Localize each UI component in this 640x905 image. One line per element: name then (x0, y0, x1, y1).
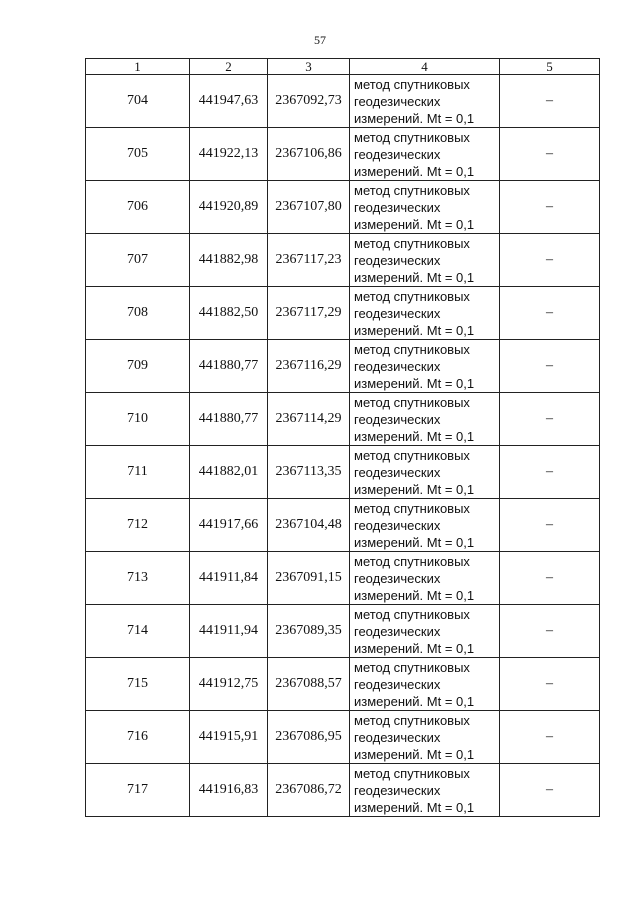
method-line: измерений. Mt = 0,1 (354, 269, 475, 285)
note-cell: – (500, 658, 600, 711)
point-id-cell: 711 (86, 446, 190, 499)
method-cell (350, 181, 500, 234)
x-coordinate-cell: 441880,77 (190, 340, 268, 393)
method-line: геодезических (354, 570, 441, 586)
header-col-1: 1 (86, 59, 190, 75)
note-cell: – (500, 393, 600, 446)
table-row (86, 128, 600, 181)
method-line: метод спутниковых (354, 447, 470, 463)
y-coordinate-cell: 2367114,29 (268, 393, 350, 446)
point-id-cell: 708 (86, 287, 190, 340)
method-line: метод спутниковых (354, 235, 470, 251)
table-row (86, 340, 600, 393)
method-line: измерений. Mt = 0,1 (354, 693, 475, 709)
x-coordinate-cell: 441917,66 (190, 499, 268, 552)
table-row (86, 764, 600, 817)
method-cell (350, 658, 500, 711)
method-cell (350, 393, 500, 446)
note-cell: – (500, 446, 600, 499)
note-cell: – (500, 711, 600, 764)
table-row (86, 605, 600, 658)
method-cell (350, 764, 500, 817)
method-line: измерений. Mt = 0,1 (354, 428, 475, 444)
method-line: геодезических (354, 252, 441, 268)
method-line: метод спутниковых (354, 288, 470, 304)
method-line: измерений. Mt = 0,1 (354, 481, 475, 497)
y-coordinate-cell: 2367091,15 (268, 552, 350, 605)
method-line: метод спутниковых (354, 553, 470, 569)
method-line: метод спутниковых (354, 606, 470, 622)
method-line: метод спутниковых (354, 394, 470, 410)
table-row (86, 181, 600, 234)
note-cell: – (500, 552, 600, 605)
header-col-3: 3 (268, 59, 350, 75)
method-cell (350, 605, 500, 658)
method-line: геодезических (354, 146, 441, 162)
note-cell: – (500, 234, 600, 287)
method-line: метод спутниковых (354, 500, 470, 516)
method-line: геодезических (354, 676, 441, 692)
method-line: метод спутниковых (354, 659, 470, 675)
method-line: измерений. Mt = 0,1 (354, 322, 475, 338)
table-row (86, 552, 600, 605)
method-line: геодезических (354, 623, 441, 639)
method-line: измерений. Mt = 0,1 (354, 587, 475, 603)
header-col-5: 5 (500, 59, 600, 75)
point-id-cell: 717 (86, 764, 190, 817)
note-cell: – (500, 605, 600, 658)
x-coordinate-cell: 441922,13 (190, 128, 268, 181)
x-coordinate-cell: 441882,01 (190, 446, 268, 499)
method-line: геодезических (354, 517, 441, 533)
table-row (86, 287, 600, 340)
y-coordinate-cell: 2367113,35 (268, 446, 350, 499)
point-id-cell: 709 (86, 340, 190, 393)
header-col-2: 2 (190, 59, 268, 75)
note-cell: – (500, 499, 600, 552)
method-cell (350, 499, 500, 552)
method-line: измерений. Mt = 0,1 (354, 216, 475, 232)
x-coordinate-cell: 441916,83 (190, 764, 268, 817)
method-cell (350, 234, 500, 287)
method-line: геодезических (354, 464, 441, 480)
page-number: 57 (314, 33, 326, 47)
method-cell (350, 711, 500, 764)
method-cell (350, 287, 500, 340)
method-line: метод спутниковых (354, 182, 470, 198)
method-line: метод спутниковых (354, 341, 470, 357)
method-line: геодезических (354, 729, 441, 745)
point-id-cell: 713 (86, 552, 190, 605)
method-cell (350, 552, 500, 605)
note-cell: – (500, 287, 600, 340)
method-line: метод спутниковых (354, 76, 470, 92)
x-coordinate-cell: 441947,63 (190, 75, 268, 128)
y-coordinate-cell: 2367088,57 (268, 658, 350, 711)
x-coordinate-cell: 441911,84 (190, 552, 268, 605)
method-line: геодезических (354, 93, 441, 109)
method-cell (350, 128, 500, 181)
method-line: измерений. Mt = 0,1 (354, 163, 475, 179)
y-coordinate-cell: 2367092,73 (268, 75, 350, 128)
x-coordinate-cell: 441880,77 (190, 393, 268, 446)
note-cell: – (500, 764, 600, 817)
x-coordinate-cell: 441920,89 (190, 181, 268, 234)
method-line: геодезических (354, 782, 441, 798)
note-cell: – (500, 340, 600, 393)
note-cell: – (500, 75, 600, 128)
point-id-cell: 705 (86, 128, 190, 181)
header-col-4: 4 (350, 59, 500, 75)
y-coordinate-cell: 2367107,80 (268, 181, 350, 234)
x-coordinate-cell: 441912,75 (190, 658, 268, 711)
method-line: измерений. Mt = 0,1 (354, 640, 475, 656)
method-line: метод спутниковых (354, 712, 470, 728)
point-id-cell: 710 (86, 393, 190, 446)
method-line: измерений. Mt = 0,1 (354, 110, 475, 126)
y-coordinate-cell: 2367086,72 (268, 764, 350, 817)
table-row (86, 234, 600, 287)
point-id-cell: 716 (86, 711, 190, 764)
y-coordinate-cell: 2367106,86 (268, 128, 350, 181)
point-id-cell: 706 (86, 181, 190, 234)
y-coordinate-cell: 2367117,29 (268, 287, 350, 340)
method-line: измерений. Mt = 0,1 (354, 534, 475, 550)
note-cell: – (500, 128, 600, 181)
table-row (86, 393, 600, 446)
point-id-cell: 714 (86, 605, 190, 658)
table-row (86, 446, 600, 499)
y-coordinate-cell: 2367089,35 (268, 605, 350, 658)
method-cell (350, 446, 500, 499)
method-line: измерений. Mt = 0,1 (354, 746, 475, 762)
table-row (86, 658, 600, 711)
method-cell (350, 340, 500, 393)
method-line: геодезических (354, 411, 441, 427)
coordinates-table (85, 58, 600, 817)
point-id-cell: 707 (86, 234, 190, 287)
table-row (86, 711, 600, 764)
table-row (86, 75, 600, 128)
method-line: метод спутниковых (354, 765, 470, 781)
table-body (86, 75, 600, 817)
note-cell: – (500, 181, 600, 234)
x-coordinate-cell: 441911,94 (190, 605, 268, 658)
table-row (86, 499, 600, 552)
y-coordinate-cell: 2367104,48 (268, 499, 350, 552)
method-cell (350, 75, 500, 128)
point-id-cell: 704 (86, 75, 190, 128)
point-id-cell: 715 (86, 658, 190, 711)
method-line: геодезических (354, 358, 441, 374)
method-line: измерений. Mt = 0,1 (354, 799, 475, 815)
x-coordinate-cell: 441882,98 (190, 234, 268, 287)
x-coordinate-cell: 441915,91 (190, 711, 268, 764)
y-coordinate-cell: 2367086,95 (268, 711, 350, 764)
y-coordinate-cell: 2367116,29 (268, 340, 350, 393)
x-coordinate-cell: 441882,50 (190, 287, 268, 340)
table-header-row (86, 59, 600, 75)
y-coordinate-cell: 2367117,23 (268, 234, 350, 287)
method-line: геодезических (354, 305, 441, 321)
method-line: метод спутниковых (354, 129, 470, 145)
method-line: измерений. Mt = 0,1 (354, 375, 475, 391)
method-line: геодезических (354, 199, 441, 215)
point-id-cell: 712 (86, 499, 190, 552)
